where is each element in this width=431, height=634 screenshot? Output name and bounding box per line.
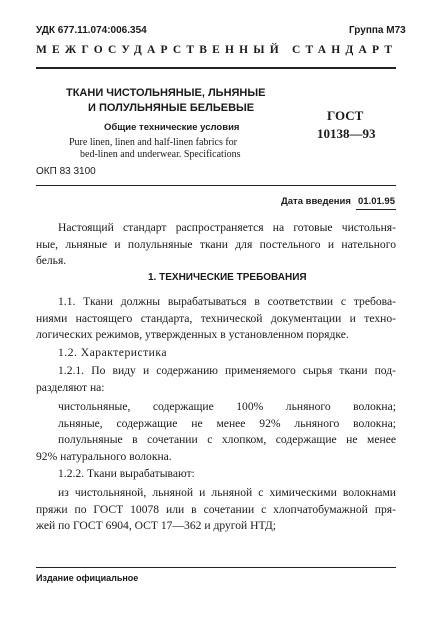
intro-line: ные, льняные и полульняные ткани для постельного и нательного: [36, 237, 396, 251]
paragraph-1-2-2-body: [36, 485, 396, 535]
intro-date-underline: [356, 209, 396, 210]
paragraph-line: 1.2.2. Ткани вырабатывают:: [58, 467, 195, 480]
intro-date-label: Дата введения: [281, 196, 351, 207]
paragraph-line: разделяют на:: [36, 380, 105, 394]
paragraph-line: ниями настоящего стандарта, технической документации и техно-: [36, 311, 396, 325]
list-item: льняные, содержащие не менее 92% льняного волокна;: [58, 416, 396, 430]
list-item: чистольняные, содержащие 100% льняного волокна;: [58, 400, 396, 413]
okp-code: ОКП 83 3100: [36, 166, 96, 177]
title-line-2: И ПОЛУЛЬНЯНЫЕ БЕЛЬЕВЫЕ: [88, 102, 255, 114]
paragraph-line: 1.2.1. По виду и содержанию применяемого сырья ткани под-: [58, 364, 396, 377]
standard-type: МЕЖГОСУДАРСТВЕННЫЙ СТАНДАРТ: [36, 44, 398, 56]
gost-number: 10138—93: [317, 126, 376, 141]
title-subtitle: Общие технические условия: [104, 122, 240, 133]
paragraph-line: логических режимов, утвержденных в установленном порядке.: [36, 328, 349, 342]
group-code: Группа М73: [349, 25, 406, 36]
paragraph-line: 1.1. Ткани должны вырабатываться в соответствии с требова-: [58, 295, 396, 308]
list-item: 92% натурального волокна.: [36, 449, 172, 463]
edition-label: Издание официальное: [36, 573, 139, 583]
paragraph-1-2: [58, 345, 167, 362]
list-item: полульняные в сочетании с хлопком, содержащие не менее: [58, 433, 396, 447]
paragraph-1-1: [36, 294, 396, 344]
intro-line: белья.: [36, 254, 67, 268]
paragraph-line: жей по ГОСТ 6904, ОСТ 17—362 и другой НТД;: [36, 519, 276, 533]
paragraph-line: 1.2. Характеристика: [58, 346, 167, 359]
paragraph-line: пряжи по ГОСТ 10078 или в сочетании с хлопчатобумажной пря-: [36, 502, 396, 516]
title-english-2: bed-linen and underwear. Specifications: [80, 149, 241, 160]
paragraph-line: из чистольняной, льняной и льняной с химическими волокнами: [58, 486, 396, 499]
fiber-type-list: [36, 399, 396, 465]
gost-label: ГОСТ: [327, 108, 364, 123]
footer-rule: [36, 567, 396, 568]
paragraph-1-2-2: [58, 466, 195, 483]
section-1-title: 1. ТЕХНИЧЕСКИЕ ТРЕБОВАНИЯ: [148, 272, 307, 283]
intro-date-value: 01.01.95: [358, 196, 395, 207]
title-line-1: ТКАНИ ЧИСТОЛЬНЯНЫЕ, ЛЬНЯНЫЕ: [66, 87, 266, 99]
okp-rule: [36, 185, 396, 186]
udk-code: УДК 677.11.074:006.354: [36, 25, 147, 36]
intro-paragraph: [36, 220, 396, 270]
paragraph-1-2-1: [36, 363, 396, 396]
title-english-1: Pure linen, linen and half-linen fabrics for: [69, 137, 237, 148]
intro-line: Настоящий стандарт распространяется на готовые чистольня-: [58, 221, 396, 234]
header-rule: [36, 67, 396, 69]
